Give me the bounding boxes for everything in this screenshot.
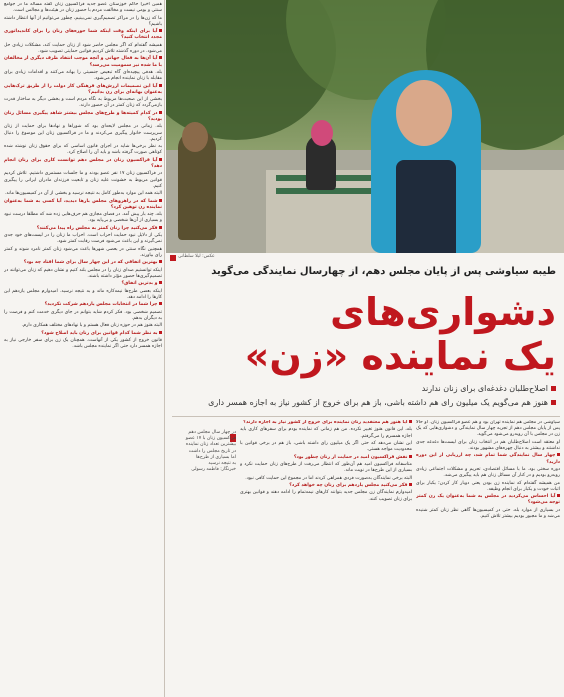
- interview-paragraph: [4, 191, 162, 197]
- interview-question: [4, 158, 162, 170]
- paragraph-text: من همیشه گفته‌ام که نماینده زن بودن یعنی دوبار کار کردن؛ یکبار برای اثبات خودت و یکبار برای انجام وظیفه.: [416, 480, 560, 492]
- sidebar-line: اما بسیاری از طرح‌ها: [196, 454, 236, 460]
- paragraph-text: بله، چند بار پیش آمد. در فضای مجازی هم حرف‌هایی زده شد که مطلقا درست نبود و بسیاری از آن‌ها شخصی و بی‌پایه بود.: [4, 212, 162, 224]
- interview-question: [240, 420, 412, 426]
- interview-paragraph: [416, 467, 560, 479]
- interview-paragraph: [4, 171, 162, 190]
- question-bullet-icon: [159, 260, 162, 263]
- interview-paragraph: [4, 338, 162, 350]
- paragraph-text: البته برخی نمایندگان به‌صورت فردی همراهی کردند اما در مجموع این حمایت کافی نبود.: [245, 475, 412, 481]
- interview-question: [4, 226, 162, 232]
- paragraph-text: آیا این تصمیمات ارزش‌های فرهنگی کار دولت را از طریق ترک‌هایی به‌عنوان بهانه‌ای برای زن بدانیم؟: [4, 83, 162, 95]
- interview-question: [4, 260, 162, 266]
- paragraph-text: به نظر شما کدام قوانین برای زنان باید اصلاح شود؟: [41, 330, 158, 336]
- paragraph-text: بله. زمانی در مجلس لایحه‌ای بود که شوراها و نهادها برای حمایت از زنان سرپرست خانوار پیگیری می‌کردند و ما در فراکسیون زنان این موضوع را دنبال کردیم.: [4, 124, 162, 142]
- question-bullet-icon: [159, 226, 162, 229]
- sidebar-line: در تاریخ مجلس را داشت: [188, 448, 236, 454]
- paragraph-text: فکر می‌کنید مجلس یازدهم برای زنان چه خواهد کرد؟: [289, 482, 408, 488]
- paragraph-text: قانون خروج از کشور یکی از آنهاست. همچنان یک زن برای سفر خارجی نیاز به اجازه همسر دارد حتی اگر نماینده مجلس باشد.: [4, 338, 162, 350]
- paragraph-text: بله، این قانون هنوز تغییر نکرده. من هم زمانی که نماینده بودم برای سفرهای کاری باید اجازه همسرم را می‌گرفتم.: [240, 427, 412, 439]
- article-headline-line1: دشواری‌های: [330, 290, 556, 334]
- interview-question: [4, 302, 162, 308]
- question-bullet-icon: [557, 494, 560, 497]
- sidebar-line: خبرنگار: فاطمه رسولی: [191, 467, 236, 473]
- question-bullet-icon: [159, 111, 162, 114]
- paragraph-text: آیا برای اینکه وقت اینکه شما حوزه‌های زنان را برای کاندیداتوری مجدد انتخاب کنید؟: [4, 29, 162, 41]
- paragraph-text: سیاوشی در مجلس هم نماینده تهران بود و هم عضو فراکسیون زنان. او حالا پس از پایان مجلس دهم از تجربه چهار سال نمایندگی و دشواری‌هایی که یک زن در مجلس با آن روبه‌رو می‌شود می‌گوید.: [416, 420, 560, 438]
- paragraph-text: چهار سال نمایندگی شما تمام شد، چه ارزیابی از این دوره دارید؟: [416, 453, 560, 465]
- interview-paragraph: [4, 144, 162, 156]
- paragraph-text: شما که در راهروهای مجلس بارها دیدید، آیا کسی به شما به‌عنوان نماینده زن توهین کرد؟: [4, 198, 162, 210]
- interview-paragraph: [240, 476, 412, 482]
- paragraph-text: دوره سختی بود. ما با مسائل اقتصادی، تحریم و مشکلات اجتماعی زیادی روبه‌رو بودیم و در کنار آن مسائل زنان هم باید پیگیری می‌شد.: [416, 466, 560, 479]
- lead-bullet-icon: [551, 386, 556, 391]
- question-bullet-icon: [409, 483, 412, 486]
- sidebar-line: بیشترین تعداد زنان نماینده: [185, 442, 236, 448]
- paragraph-text: چرا شما در انتخابات مجلس یازدهم شرکت نکردید؟: [44, 302, 158, 308]
- caption-marker: [170, 255, 176, 261]
- paragraph-text: این نشان می‌دهد که حتی اگر یک میلیون رای داشته باشی، باز هم در برخی قوانین با محدودیت مواجه هستی.: [240, 440, 412, 453]
- question-bullet-icon: [159, 84, 162, 87]
- paragraph-text: البته همه این موارد به‌طور کامل به نتیجه نرسید و بخشی از آن در کمیسیون‌ها ماند.: [4, 191, 162, 197]
- question-bullet-icon: [159, 56, 162, 59]
- interview-paragraph: [4, 70, 162, 82]
- sidebar-line: در چهار سال مجلس دهم: [188, 430, 236, 435]
- paragraph-text: ما که زن‌ها را در مراکز تصمیم‌گیری نمی‌بینیم، چطور می‌توانیم از آنها انتظار داشته باشیم؟: [4, 15, 162, 27]
- interview-paragraph: [4, 310, 162, 322]
- interview-question: [240, 455, 412, 461]
- interview-question: [4, 281, 162, 287]
- paragraph-text: بخشی از این صحبت‌ها مربوط به نگاه مردم است و بخشی دیگر به ساختار قدرت بازمی‌گردد که زنان کمتر در آن حضور دارند.: [4, 97, 162, 109]
- paragraph-text: آیا آن‌ها به فعال جهانی و آنچه موجب انتقاد ظرف دیگری از مخالفان با ما شده نیز سمومیت می‌رسد؟: [4, 56, 162, 68]
- question-bullet-icon: [159, 302, 162, 305]
- interview-question: [4, 199, 162, 211]
- interview-paragraph: [240, 441, 412, 453]
- question-bullet-icon: [159, 158, 162, 161]
- paragraph-text: همین اخیرا حاکم خوزستان عضو جدید فراکسیون زنان گفته مساله ما در جوامع سنتی و بومی نیست و مخالفت مردم با حضور زنان در هیئت‌ها و مجالس است.: [4, 2, 162, 14]
- interview-paragraph: [4, 97, 162, 109]
- interview-column-middle: [240, 420, 412, 694]
- paragraph-text: بله. هدفی پیچیده‌ای گاه تبعیض جنسیتی را بهانه می‌کنند و اقدامات زیادی برای مقابله با زنان نماینده انجام می‌شود.: [4, 69, 162, 82]
- interview-question: [4, 84, 162, 96]
- paragraph-text: البته هنوز هم در حوزه زنان فعال هستم و با نهادهای مختلف همکاری دارم.: [21, 323, 162, 329]
- paragraph-text: بهترین اتفاقی که در این چهار سال برای شما افتاد چه بود؟: [23, 260, 158, 266]
- paragraph-text: آیا فراکسیون زنان در مجلس دهم توانست کاری برای زنان انجام دهد؟: [4, 157, 162, 169]
- interview-paragraph: [4, 323, 162, 329]
- question-bullet-icon: [409, 455, 412, 458]
- interview-question: [4, 111, 162, 123]
- headline-divider: [172, 416, 560, 417]
- column-divider: [164, 0, 165, 697]
- interview-paragraph: [4, 247, 162, 259]
- interview-paragraph: [4, 233, 162, 245]
- paragraph-text: یکی از دلایل نبود حمایت احزاب است. احزاب ما زنان را در لیست‌های خود جدی نمی‌گیرند و این باعث می‌شود فرصت رقابت کمتر شود.: [4, 233, 162, 245]
- question-bullet-icon: [409, 420, 412, 423]
- lead-text-2: هنوز هم می‌گویم یک میلیون رای هم داشته باشی، باز هم برای خروج از کشور نیاز به اجازه همسر داری: [208, 398, 548, 407]
- photo-caption: عکس: لیلا سلطانی: [178, 254, 215, 259]
- sidebar-line: فراکسیون زنان با ۱۷ عضو: [185, 436, 236, 442]
- interview-paragraph: [416, 440, 560, 452]
- paragraph-text: اینکه بعضی طرح‌ها نیمه‌کاره ماند و به نتیجه نرسید. امیدوارم مجلس یازدهم این کارها را ادامه دهد.: [4, 288, 162, 300]
- paragraph-text: همچنین نگاه سنتی در بعضی شهرها باعث می‌شود زنان کمتر نامزد شوند و کمتر رای بیاورند.: [4, 246, 162, 258]
- interview-photo: [166, 0, 564, 253]
- interview-question: [4, 29, 162, 41]
- lead-item-2: [176, 398, 556, 407]
- paragraph-text: آیا احساس می‌کردید در مجلس به شما به‌عنوان یک زن کمتر توجه می‌شود؟: [416, 494, 560, 506]
- interview-paragraph: [4, 268, 162, 280]
- lead-bullet-icon: [551, 400, 556, 405]
- paragraph-text: همیشه گفته‌ام که اگر مجلس حاضر شود از زنان حمایت کند، مشکلات زیادی حل می‌شود. در دوره گذشته تلاش کردیم قوانین حمایتی تصویب شود.: [4, 42, 162, 54]
- paragraph-text: در کدام کمیته‌ها و طرح‌های مجلس بیشتر شاهد پیگیری مسائل زنان بودید؟: [4, 110, 162, 122]
- question-bullet-icon: [159, 29, 162, 32]
- paragraph-text: در بسیاری از موارد بله. حتی در کمیسیون‌ها گاهی نظر زنان کمتر شنیده می‌شد و ما مجبور بودیم بیشتر تلاش کنیم.: [416, 507, 560, 519]
- sidebar-line: به نتیجه نرسید: [208, 461, 236, 467]
- paragraph-text: اینکه توانستیم صدای زنان را در مجلس بلند کنیم و نشان دهیم که زنان می‌توانند در تصمیم‌گیری‌ها حضور مؤثر داشته باشند.: [4, 267, 162, 279]
- interview-question: [416, 453, 560, 465]
- interview-paragraph: [4, 212, 162, 224]
- question-bullet-icon: [159, 281, 162, 284]
- paragraph-text: در فراکسیون زنان ۱۷ نفر عضو بودند و ما جلسات مستمری داشتیم. تلاش کردیم قوانین مربوط به خشونت علیه زنان و تابعیت فرزندان مادران ایرانی را پیگیری کنیم.: [4, 171, 162, 189]
- question-bullet-icon: [159, 331, 162, 334]
- interview-paragraph: [4, 124, 162, 143]
- paragraph-text: آیا هنوز هم معتقدید زنان نماینده برای خروج از کشور نیاز به اجازه دارند؟: [243, 420, 408, 425]
- paragraph-text: و بدترین اتفاق؟: [121, 281, 158, 287]
- interview-column-left: [4, 2, 162, 694]
- interview-paragraph: [240, 427, 412, 439]
- interview-paragraph: [4, 289, 162, 301]
- interview-question: [240, 483, 412, 489]
- paragraph-text: او معتقد است اصلاح‌طلبان هم در انتخاب زنان برای لیست‌ها دغدغه جدی نداشتند و بیشتر به دنبال چهره‌های مشهور بودند.: [416, 439, 560, 451]
- paragraph-text: تصمیم شخصی بود. فکر کردم شاید بتوانم در جای دیگری خدمت کنم و فرصت را به دیگران بدهم.: [4, 309, 162, 321]
- lead-item-1: [176, 384, 556, 393]
- interview-column-right: [416, 420, 560, 694]
- interview-paragraph: [416, 420, 560, 439]
- article-headline-line2: یک نماینده «زن»: [244, 334, 556, 378]
- interview-paragraph: [4, 2, 162, 14]
- interview-paragraph: [240, 490, 412, 502]
- paragraph-text: به نظر برخی‌ها شاید در اجرای قانون اساسی که برای حقوق زنان نوشته شده کوتاهی صورت گرفته باشد و باید آن را اصلاح کرد.: [4, 144, 162, 156]
- interview-question: [416, 494, 560, 506]
- sidebar-note: [176, 430, 236, 575]
- interview-paragraph: [4, 43, 162, 55]
- question-bullet-icon: [557, 453, 560, 456]
- article-overline: طیبه سیاوشی پس از پایان مجلس دهم، از چهارسال نمایندگی می‌گوید: [211, 266, 556, 277]
- interview-question: [4, 331, 162, 337]
- interview-paragraph: [416, 481, 560, 493]
- lead-text-1: اصلاح‌طلبان دغدغه‌ای برای زنان ندارند: [421, 384, 548, 393]
- paragraph-text: نقش فراکسیون امید در حمایت از زنان چطور بود؟: [293, 454, 408, 460]
- interview-paragraph: [240, 462, 412, 474]
- paragraph-text: امیدوارم نمایندگان زن مجلس جدید بتوانند کارهای نیمه‌تمام را ادامه دهند و قوانین بهتری برای زنان تصویب کنند.: [240, 490, 412, 502]
- interview-paragraph: [4, 16, 162, 28]
- paragraph-text: فکر می‌کنید چرا زنان کمتر به مجلس راه پیدا می‌کنند؟: [36, 225, 158, 231]
- paragraph-text: متاسفانه فراکسیون امید هم آن‌طور که انتظار می‌رفت از طرح‌های زنان حمایت نکرد و بسیاری از این طرح‌ها در نوبت ماند.: [240, 461, 412, 474]
- interview-paragraph: [416, 508, 560, 520]
- interview-question: [4, 56, 162, 68]
- question-bullet-icon: [159, 199, 162, 202]
